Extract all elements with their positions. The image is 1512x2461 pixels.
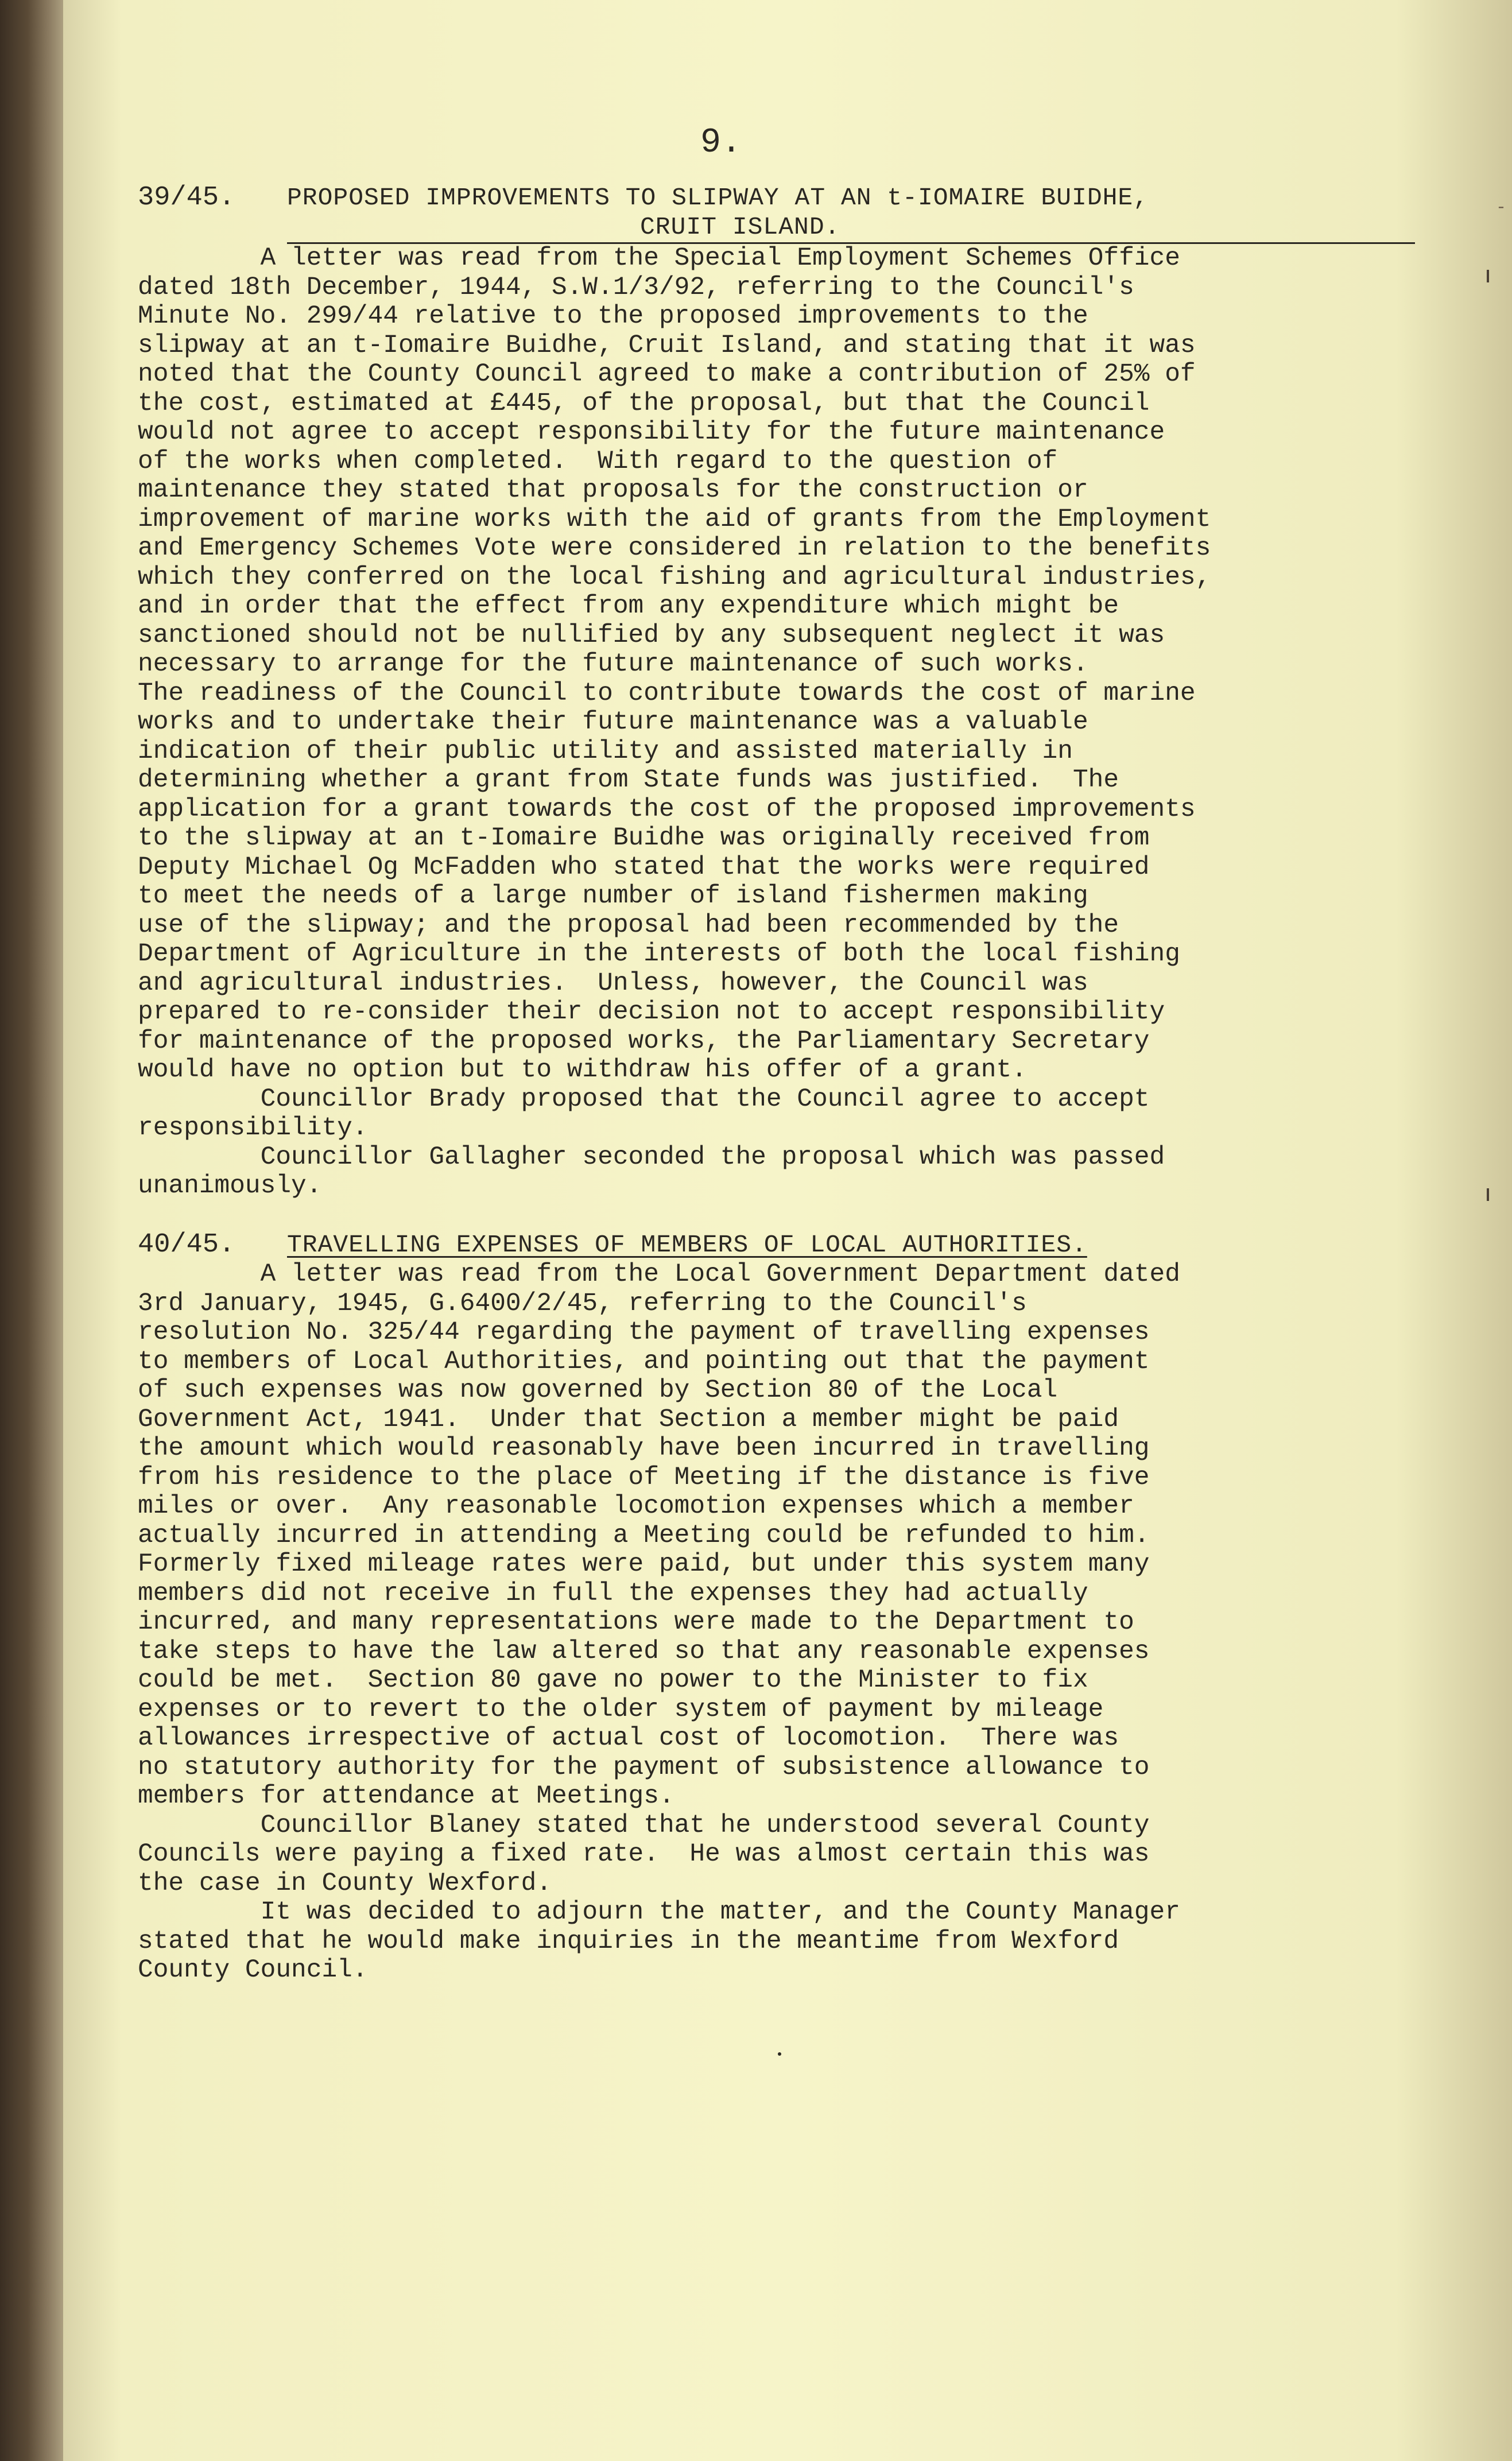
text-line: the amount which would reasonably have been incurred in travelling <box>138 1434 1150 1463</box>
text-line: for maintenance of the proposed works, the Parliamentary Secretary <box>138 1026 1150 1056</box>
minute-title-continued: CRUIT ISLAND. <box>640 213 840 241</box>
book-binding <box>0 0 69 2461</box>
text-line: could be met. Section 80 gave no power to the Minister to fix <box>138 1666 1088 1695</box>
minute-body <box>138 1260 1424 1985</box>
text-line: and Emergency Schemes Vote were considered in relation to the benefits <box>138 534 1211 563</box>
text-line: miles or over. Any reasonable locomotion expenses which a member <box>138 1492 1134 1521</box>
text-line: slipway at an t-Iomaire Buidhe, Cruit Island, and stating that it was <box>138 331 1196 360</box>
page-number: 9. <box>700 123 742 162</box>
text-line: Deputy Michael Og McFadden who stated that the works were required <box>138 852 1150 882</box>
text-line: County Council. <box>138 1956 368 1985</box>
text-line: Councillor Blaney stated that he understood several County <box>138 1811 1150 1840</box>
text-line: to meet the needs of a large number of island fishermen making <box>138 882 1088 910</box>
text-line: Formerly fixed mileage rates were paid, but under this system many <box>138 1550 1150 1579</box>
text-line: allowances irrespective of actual cost of locomotion. There was <box>138 1724 1119 1753</box>
text-line: and agricultural industries. Unless, however, the Council was <box>138 968 1088 998</box>
text-line: responsibility. <box>138 1114 368 1142</box>
text-line: Councils were paying a fixed rate. He was almost certain this was <box>138 1840 1150 1869</box>
text-line: to the slipway at an t-Iomaire Buidhe was originally received from <box>138 824 1150 852</box>
text-line: improvement of marine works with the aid of grants from the Employment <box>138 505 1211 534</box>
minute-title: PROPOSED IMPROVEMENTS TO SLIPWAY AT AN t-IOMAIRE BUIDHE, <box>287 184 1149 212</box>
text-line: indication of their public utility and assisted materially in <box>138 737 1073 766</box>
text-line: the case in County Wexford. <box>138 1869 552 1898</box>
minute-body <box>138 244 1424 1201</box>
text-line: of the works when completed. With regard to the question of <box>138 447 1058 476</box>
text-line: Department of Agriculture in the interests of both the local fishing <box>138 940 1180 968</box>
text-line: the cost, estimated at £445, of the proposal, but that the Council <box>138 389 1150 418</box>
text-line: actually incurred in attending a Meeting could be refunded to him. <box>138 1521 1150 1550</box>
text-line: expenses or to revert to the older system of payment by mileage <box>138 1695 1104 1724</box>
text-line: Councillor Brady proposed that the Council agree to accept <box>138 1084 1150 1114</box>
text-line: Minute No. 299/44 relative to the proposed improvements to the <box>138 302 1088 331</box>
text-line: would not agree to accept responsibility for the future maintenance <box>138 418 1165 447</box>
margin-mark <box>1487 1188 1489 1201</box>
text-line: would have no option but to withdraw his offer of a grant. <box>138 1056 1027 1084</box>
margin-mark: - <box>1495 198 1506 218</box>
minute-title: TRAVELLING EXPENSES OF MEMBERS OF LOCAL AUTHORITIES. <box>287 1231 1087 1259</box>
text-line: from his residence to the place of Meeting if the distance is five <box>138 1463 1150 1492</box>
text-line: maintenance they stated that proposals for the construction or <box>138 476 1088 505</box>
text-line: use of the slipway; and the proposal had been recommended by the <box>138 910 1119 940</box>
text-line: members for attendance at Meetings. <box>138 1782 674 1811</box>
minute-number: 40/45. <box>138 1230 235 1260</box>
text-line: determining whether a grant from State funds was justified. The <box>138 766 1119 795</box>
minute-40-45 <box>138 1230 1424 1985</box>
minute-number: 39/45. <box>138 183 235 213</box>
text-line: incurred, and many representations were made to the Department to <box>138 1608 1134 1637</box>
text-line: members did not receive in full the expenses they had actually <box>138 1579 1088 1608</box>
text-line: which they conferred on the local fishing and agricultural industries, <box>138 563 1211 592</box>
text-line: take steps to have the law altered so that any reasonable expenses <box>138 1637 1150 1666</box>
text-line: prepared to re-consider their decision not to accept responsibility <box>138 998 1165 1026</box>
text-line: stated that he would make inquiries in the meantime from Wexford <box>138 1927 1119 1956</box>
text-line: It was decided to adjourn the matter, and the County Manager <box>138 1898 1180 1927</box>
text-line: Councillor Gallagher seconded the proposal which was passed <box>138 1142 1165 1172</box>
text-line: to members of Local Authorities, and pointing out that the payment <box>138 1347 1150 1376</box>
text-line: 3rd January, 1945, G.6400/2/45, referring to the Council's <box>138 1289 1027 1318</box>
text-line: resolution No. 325/44 regarding the payment of travelling expenses <box>138 1318 1150 1347</box>
text-line: dated 18th December, 1944, S.W.1/3/92, referring to the Council's <box>138 273 1134 302</box>
text-line: necessary to arrange for the future maintenance of such works. <box>138 650 1088 679</box>
text-line: application for a grant towards the cost of the proposed improvements <box>138 795 1196 824</box>
margin-mark <box>1487 270 1489 282</box>
text-line: noted that the County Council agreed to make a contribution of 25% of <box>138 360 1196 389</box>
text-line: no statutory authority for the payment of subsistence allowance to <box>138 1753 1150 1782</box>
text-line: Government Act, 1941. Under that Section a member might be paid <box>138 1405 1119 1434</box>
text-line: The readiness of the Council to contribute towards the cost of marine <box>138 679 1196 708</box>
text-line: and in order that the effect from any expenditure which might be <box>138 592 1119 621</box>
text-line: sanctioned should not be nullified by any subsequent neglect it was <box>138 621 1165 650</box>
text-line: unanimously. <box>138 1172 322 1200</box>
document-page <box>63 0 1512 2461</box>
minute-39-45 <box>138 183 1424 1201</box>
text-line: works and to undertake their future maintenance was a valuable <box>138 708 1088 737</box>
text-line: A letter was read from the Local Government Department dated <box>138 1260 1180 1289</box>
text-line: of such expenses was now governed by Section 80 of the Local <box>138 1376 1058 1405</box>
ink-speck <box>778 2052 781 2056</box>
text-line: A letter was read from the Special Employment Schemes Office <box>138 244 1180 273</box>
